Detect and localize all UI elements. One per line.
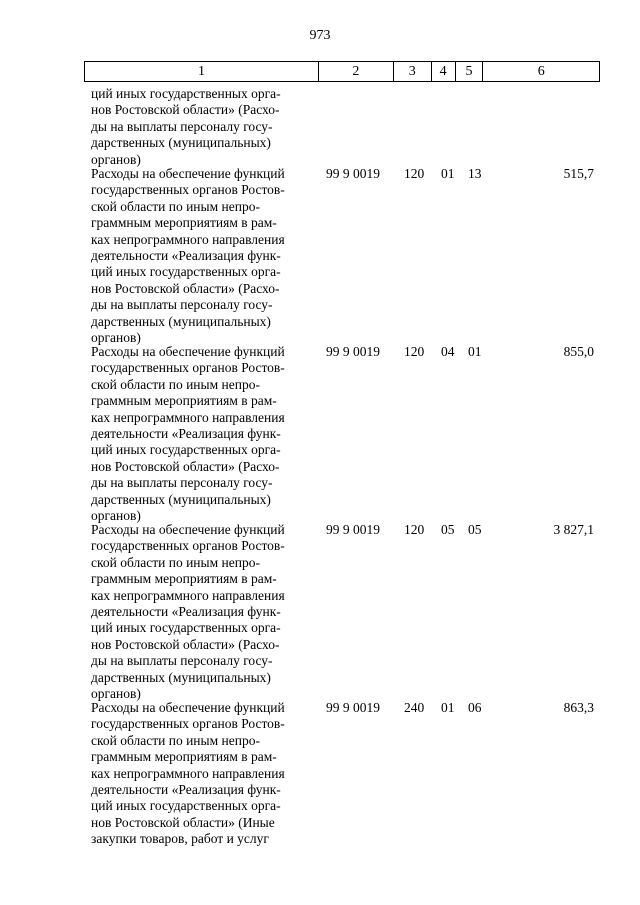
expense-type: 120 [404,166,425,181]
row-description: Расходы на обеспечение функций государственных органов Ростов- ской области по иным непро- граммным мероприятиям в рам- ках непрограммного направления деятельности «Реализация функ- ций иных государственных орга- нов Ростовской области» (Расхо- ды на выплаты персоналу госу- дарственных (муниципальных) органов) [91,344,285,524]
table-header [84,61,600,82]
amount: 3 827,1 [553,522,594,537]
expense-type: 120 [404,522,425,537]
amount: 863,3 [563,700,594,715]
section-code: 01 [441,166,455,181]
subsection-code: 06 [468,700,482,715]
row-description: ций иных государственных орга- нов Ростовской области» (Расхо- ды на выплаты персоналу госу- дарственных (муниципальных) органов) [91,86,281,167]
column-header-4: 4 [432,62,456,81]
target-code: 99 9 0019 [326,344,380,359]
section-code: 05 [441,522,455,537]
amount: 515,7 [563,166,594,181]
column-header-1: 1 [85,62,319,81]
row-description: Расходы на обеспечение функций государственных органов Ростов- ской области по иным непро- граммным мероприятиям в рам- ках непрограммного направления деятельности «Реализация функ- ций иных государственных орга- нов Ростовской области» (Расхо- ды на выплаты персоналу госу- дарственных (муниципальных) органов) [91,166,285,346]
subsection-code: 01 [468,344,482,359]
row-description: Расходы на обеспечение функций государственных органов Ростов- ской области по иным непро- граммным мероприятиям в рам- ках непрограммного направления деятельности «Реализация функ- ций иных государственных орга- нов Ростовской области» (Расхо- ды на выплаты персоналу госу- дарственных (муниципальных) органов) [91,522,285,702]
column-header-6: 6 [537,64,545,79]
expense-type: 120 [404,344,425,359]
subsection-code: 13 [468,166,482,181]
row-description: Расходы на обеспечение функций государственных органов Ростов- ской области по иным непро- граммным мероприятиям в рам- ках непрограммного направления деятельности «Реализация функ- ций иных государственных орга- нов Ростовской области» (Иные закупки товаров, работ и услуг [91,700,285,847]
target-code: 99 9 0019 [326,166,380,181]
target-code: 99 9 0019 [326,700,380,715]
column-header-3: 3 [394,62,432,81]
target-code: 99 9 0019 [326,522,380,537]
expense-type: 240 [404,700,425,715]
section-code: 01 [441,700,455,715]
subsection-code: 05 [468,522,482,537]
column-header-5: 5 [456,62,484,81]
section-code: 04 [441,344,455,359]
amount: 855,0 [563,344,594,359]
page-number: 973 [309,28,331,43]
column-header-2: 2 [319,62,394,81]
